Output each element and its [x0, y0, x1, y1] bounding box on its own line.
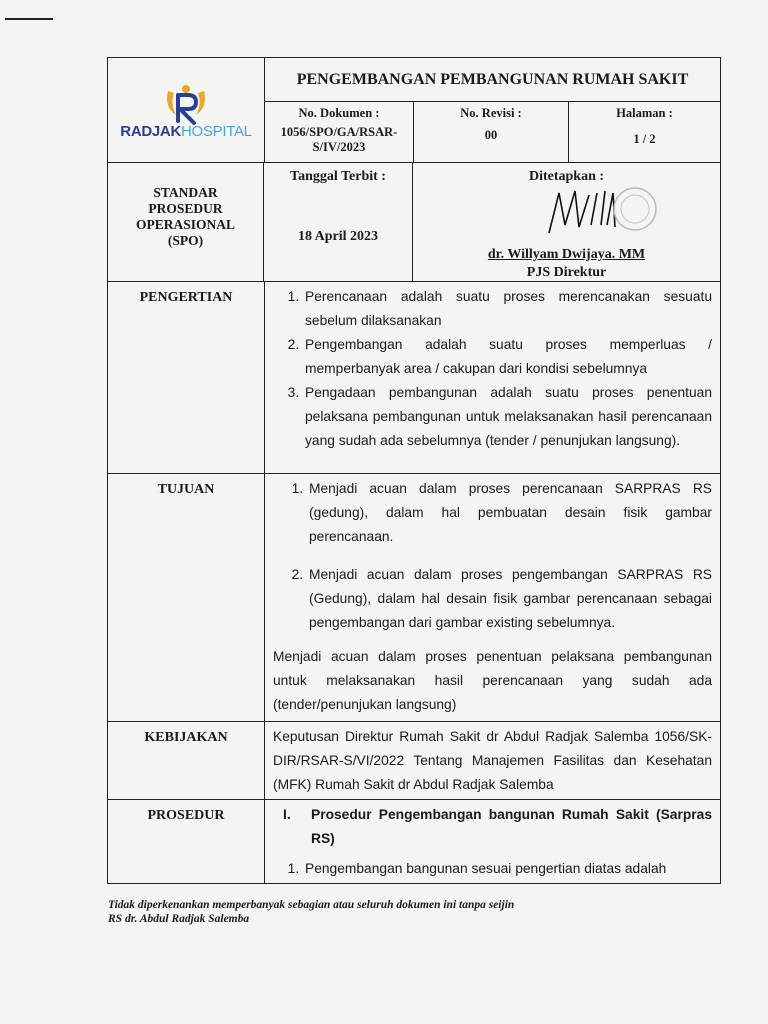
pengertian-item-2: 2. Pengembangan adalah suatu proses memperluas / memperbanyak area / cakupan dari kondisi sebelumnya	[303, 333, 712, 381]
prosedur-content	[265, 800, 720, 883]
prosedur-label: PROSEDUR	[108, 800, 265, 883]
spo-document	[107, 57, 721, 884]
official-stamp-icon	[611, 185, 659, 233]
kebijakan-label: KEBIJAKAN	[108, 722, 265, 799]
spo-label	[108, 163, 264, 281]
scan-corner-mark	[5, 18, 53, 20]
hospital-logo	[108, 58, 265, 162]
page-value: 1 / 2	[633, 131, 656, 146]
issue-date-label: Tanggal Terbit :	[290, 169, 386, 184]
pengertian-item-3: 3. Pengadaan pembangunan adalah suatu proses penentuan pelaksana pembangunan untuk melaksanakan hasil perencanaan yang sudah ada sebelumnya (tender / penunjukan langsung).	[303, 381, 712, 453]
spo-line-1: STANDAR	[153, 184, 218, 200]
revision-value: 00	[484, 127, 498, 142]
doc-number-cell	[265, 102, 414, 162]
approver-name: dr. Willyam Dwijaya. MM	[487, 247, 646, 262]
tujuan-paragraph: Menjadi acuan dalam proses penentuan pelaksana pembangunan untuk melaksanakan hasil perencanaan yang sudah ada (tender/penunjukan langsung)	[273, 649, 712, 712]
spo-row	[108, 162, 720, 281]
tujuan-item-1: 1. Menjadi acuan dalam proses perencanaan SARPRAS RS (gedung), dalam hal pembuatan desain fisik gambar perencanaan.	[307, 477, 712, 549]
kebijakan-row	[108, 721, 720, 799]
kebijakan-content: Keputusan Direktur Rumah Sakit dr Abdul Radjak Salemba 1056/SK-DIR/RSAR-S/VI/2022 Tentang Manajemen Fasilitas dan Kesehatan (MFK) Rumah Sakit dr Abdul Radjak Salemba	[273, 729, 712, 792]
approval-cell	[413, 163, 720, 281]
document-title: PENGEMBANGAN PEMBANGUNAN RUMAH SAKIT	[265, 58, 720, 102]
spo-line-2: PROSEDUR	[148, 200, 223, 216]
tujuan-row	[108, 473, 720, 721]
pengertian-item-1: 1. Perencanaan adalah suatu proses merencanakan sesuatu sebelum dilaksanakan	[303, 285, 712, 333]
header-row	[108, 58, 720, 162]
page-cell	[569, 102, 720, 162]
approval-label: Ditetapkan :	[528, 169, 605, 184]
prosedur-row	[108, 799, 720, 883]
tujuan-item-2: 2. Menjadi acuan dalam proses pengembangan SARPRAS RS (Gedung), dalam hal desain fisik gambar perencanaan sebagai pengembangan dari gambar existing sebelumnya.	[307, 563, 712, 635]
doc-number-value: 1056/SPO/GA/RSAR-S/IV/2023	[280, 124, 398, 155]
pengertian-row	[108, 281, 720, 473]
logo-wordmark	[120, 123, 251, 140]
issue-date-cell	[264, 163, 413, 281]
spo-line-3: OPERASIONAL	[135, 217, 235, 232]
prosedur-heading-number: I.	[283, 807, 291, 822]
footer-line-2: RS dr. Abdul Radjak Salemba	[108, 913, 250, 925]
issue-date-value: 18 April 2023	[297, 229, 379, 244]
spo-line-4: (SPO)	[167, 233, 204, 249]
pengertian-content	[265, 282, 720, 473]
pengertian-label: PENGERTIAN	[108, 282, 265, 473]
logo-emblem-icon	[158, 81, 214, 125]
approver-role: PJS Direktur	[526, 265, 607, 280]
prosedur-heading: Prosedur Pengembangan bangunan Rumah Sakit (Sarpras RS)	[311, 807, 712, 846]
tujuan-label: TUJUAN	[108, 474, 265, 721]
page-label: Halaman :	[616, 106, 673, 120]
document-meta	[265, 102, 720, 162]
logo-text-accent: HOSPITAL	[181, 122, 252, 140]
tujuan-content	[265, 474, 720, 721]
doc-number-label: No. Dokumen :	[298, 106, 380, 120]
document-footer	[108, 898, 514, 926]
revision-cell	[414, 102, 569, 162]
revision-label: No. Revisi :	[460, 106, 522, 120]
logo-text-main: RADJAK	[120, 122, 182, 140]
footer-line-1: Tidak diperkenankan memperbanyak sebagian atau seluruh dokumen ini tanpa seijin	[108, 899, 515, 911]
prosedur-item-1: 1. Pengembangan bangunan sesuai pengertian diatas adalah	[303, 857, 712, 881]
